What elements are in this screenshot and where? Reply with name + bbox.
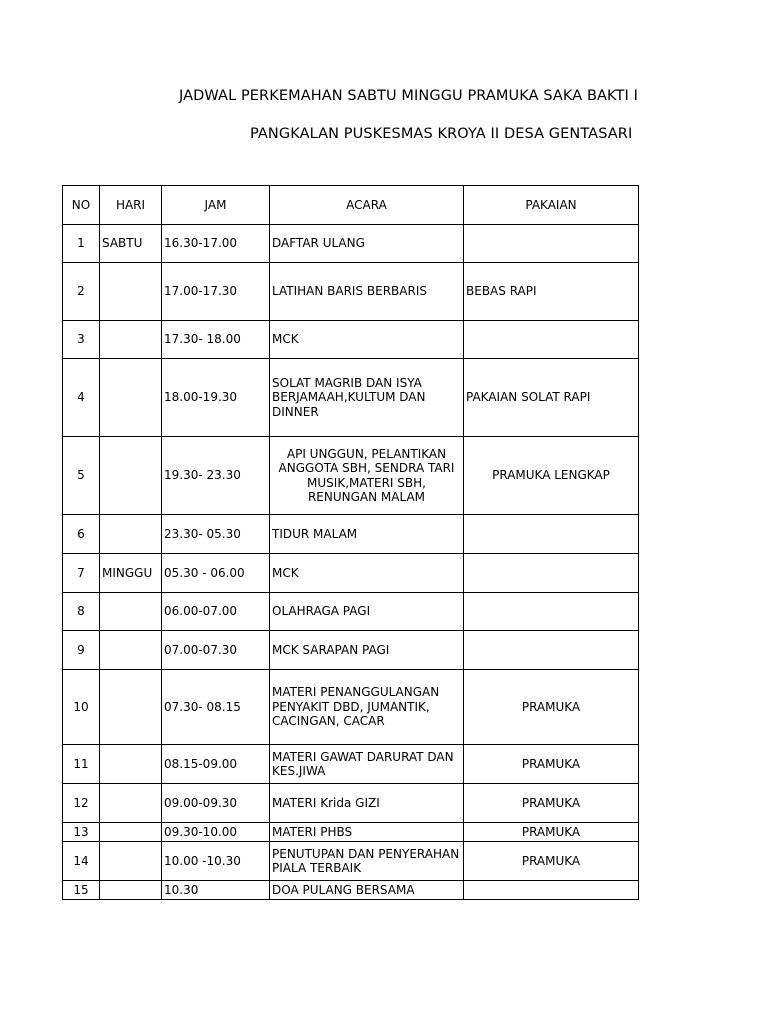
cell-hari <box>100 842 162 881</box>
document-subtitle: PANGKALAN PUSKESMAS KROYA II DESA GENTASARI <box>250 126 633 142</box>
cell-pakaian: PRAMUKA <box>464 842 639 881</box>
cell-acara: DAFTAR ULANG <box>270 225 464 263</box>
cell-pakaian <box>464 881 639 900</box>
table-row <box>63 881 639 900</box>
cell-no: 3 <box>63 321 100 359</box>
cell-hari <box>100 784 162 823</box>
cell-jam: 18.00-19.30 <box>162 359 270 437</box>
cell-jam: 17.00-17.30 <box>162 263 270 321</box>
header-hari: HARI <box>100 186 162 225</box>
cell-pakaian: PAKAIAN SOLAT RAPI <box>464 359 639 437</box>
cell-acara: MATERI PENANGGULANGAN PENYAKIT DBD, JUMANTIK, CACINGAN, CACAR <box>270 670 464 745</box>
header-jam: JAM <box>162 186 270 225</box>
cell-pakaian: PRAMUKA <box>464 823 639 842</box>
schedule-table <box>62 185 639 900</box>
cell-acara: MATERI GAWAT DARURAT DAN KES.JIWA <box>270 745 464 784</box>
cell-acara: OLAHRAGA PAGI <box>270 593 464 631</box>
cell-no: 1 <box>63 225 100 263</box>
cell-pakaian <box>464 593 639 631</box>
cell-hari <box>100 515 162 554</box>
cell-no: 5 <box>63 437 100 515</box>
cell-acara: API UNGGUN, PELANTIKAN ANGGOTA SBH, SENDRA TARI MUSIK,MATERI SBH, RENUNGAN MALAM <box>270 437 464 515</box>
cell-no: 6 <box>63 515 100 554</box>
table-row <box>63 745 639 784</box>
document-title: JADWAL PERKEMAHAN SABTU MINGGU PRAMUKA SAKA BAKTI I <box>179 88 638 104</box>
cell-hari <box>100 263 162 321</box>
cell-pakaian <box>464 515 639 554</box>
table-row <box>63 359 639 437</box>
cell-hari <box>100 321 162 359</box>
cell-no: 13 <box>63 823 100 842</box>
cell-acara: SOLAT MAGRIB DAN ISYA BERJAMAAH,KULTUM DAN DINNER <box>270 359 464 437</box>
header-acara: ACARA <box>270 186 464 225</box>
cell-hari <box>100 823 162 842</box>
cell-pakaian <box>464 225 639 263</box>
cell-acara: MATERI PHBS <box>270 823 464 842</box>
cell-jam: 10.00 -10.30 <box>162 842 270 881</box>
header-no: NO <box>63 186 100 225</box>
table-row <box>63 842 639 881</box>
cell-acara: TIDUR MALAM <box>270 515 464 554</box>
cell-no: 4 <box>63 359 100 437</box>
cell-hari <box>100 881 162 900</box>
cell-jam: 19.30- 23.30 <box>162 437 270 515</box>
cell-no: 10 <box>63 670 100 745</box>
cell-pakaian: PRAMUKA <box>464 670 639 745</box>
cell-pakaian: PRAMUKA <box>464 784 639 823</box>
cell-hari <box>100 593 162 631</box>
cell-no: 14 <box>63 842 100 881</box>
cell-jam: 06.00-07.00 <box>162 593 270 631</box>
cell-no: 2 <box>63 263 100 321</box>
cell-hari <box>100 359 162 437</box>
cell-jam: 16.30-17.00 <box>162 225 270 263</box>
cell-jam: 09.00-09.30 <box>162 784 270 823</box>
cell-jam: 05.30 - 06.00 <box>162 554 270 593</box>
cell-hari: MINGGU <box>100 554 162 593</box>
header-pakaian: PAKAIAN <box>464 186 639 225</box>
table-row <box>63 321 639 359</box>
cell-pakaian: BEBAS RAPI <box>464 263 639 321</box>
cell-jam: 07.30- 08.15 <box>162 670 270 745</box>
table-row <box>63 784 639 823</box>
cell-no: 11 <box>63 745 100 784</box>
cell-no: 8 <box>63 593 100 631</box>
cell-jam: 10.30 <box>162 881 270 900</box>
cell-hari <box>100 437 162 515</box>
cell-no: 12 <box>63 784 100 823</box>
cell-no: 15 <box>63 881 100 900</box>
cell-acara: LATIHAN BARIS BERBARIS <box>270 263 464 321</box>
cell-acara: DOA PULANG BERSAMA <box>270 881 464 900</box>
cell-pakaian <box>464 321 639 359</box>
table-row <box>63 225 639 263</box>
table-row <box>63 437 639 515</box>
table-row <box>63 631 639 670</box>
cell-acara: MATERI Krida GIZI <box>270 784 464 823</box>
cell-hari <box>100 631 162 670</box>
cell-jam: 07.00-07.30 <box>162 631 270 670</box>
cell-hari <box>100 670 162 745</box>
cell-pakaian <box>464 631 639 670</box>
cell-jam: 09.30-10.00 <box>162 823 270 842</box>
table-row <box>63 263 639 321</box>
table-row <box>63 515 639 554</box>
cell-jam: 08.15-09.00 <box>162 745 270 784</box>
cell-pakaian: PRAMUKA <box>464 745 639 784</box>
cell-pakaian <box>464 554 639 593</box>
cell-acara: MCK <box>270 554 464 593</box>
cell-acara: MCK SARAPAN PAGI <box>270 631 464 670</box>
table-row <box>63 823 639 842</box>
cell-no: 9 <box>63 631 100 670</box>
cell-acara: PENUTUPAN DAN PENYERAHAN PIALA TERBAIK <box>270 842 464 881</box>
cell-no: 7 <box>63 554 100 593</box>
table-header-row <box>63 186 639 225</box>
cell-pakaian: PRAMUKA LENGKAP <box>464 437 639 515</box>
cell-hari: SABTU <box>100 225 162 263</box>
table-row <box>63 593 639 631</box>
cell-jam: 17.30- 18.00 <box>162 321 270 359</box>
table-row <box>63 670 639 745</box>
table-row <box>63 554 639 593</box>
cell-jam: 23.30- 05.30 <box>162 515 270 554</box>
cell-hari <box>100 745 162 784</box>
cell-acara: MCK <box>270 321 464 359</box>
